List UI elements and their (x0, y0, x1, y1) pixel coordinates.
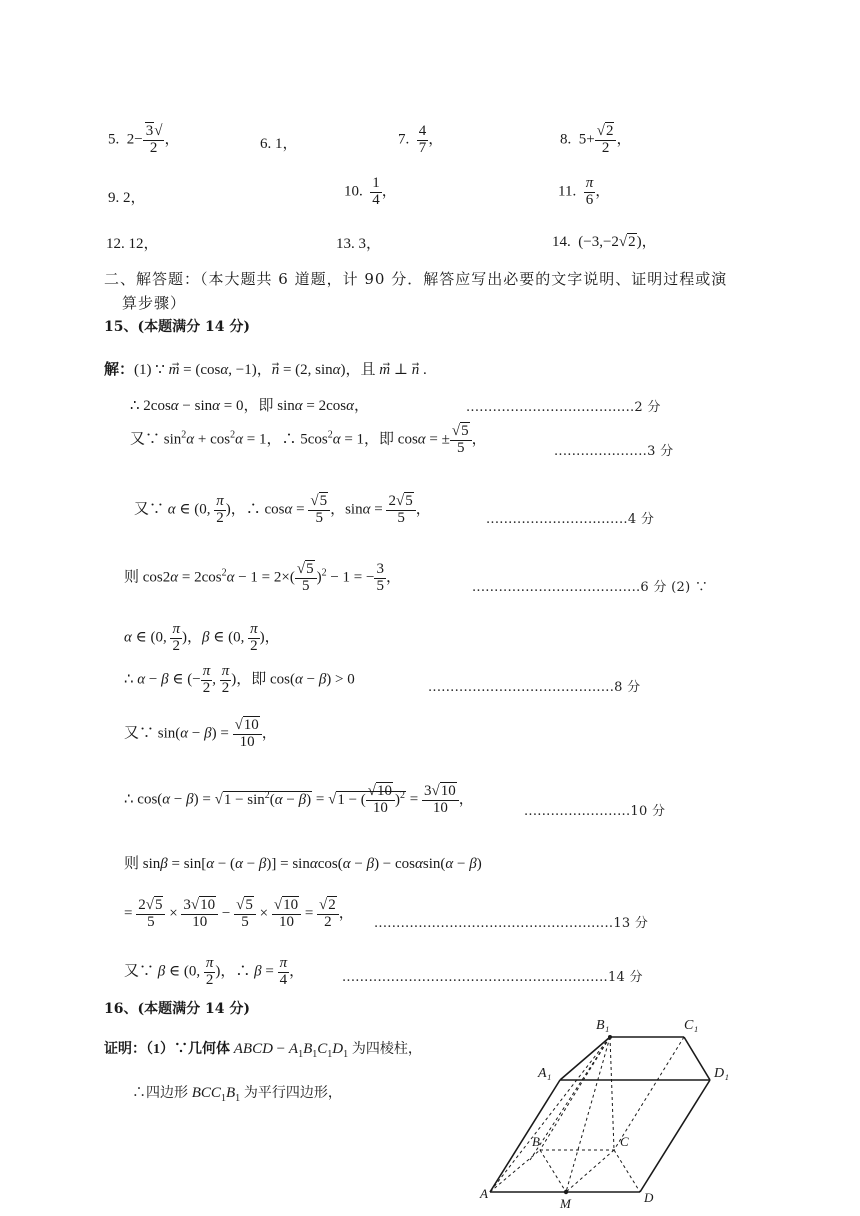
figure-label-c1: C₁ (684, 1018, 699, 1033)
answer-12: 12. 12， (106, 236, 159, 252)
q15-score-6: ......................................6 分 (2) ∵ (472, 580, 709, 595)
figure-label-b: B (532, 1134, 540, 1149)
q15-line5: 则 $\cos 2\alpha = 2\cos^2\alpha - 1 = 2\times$( $\frac{√5}{5}$ )$^2$ − 1 = − $\frac{3}{5}$ ， (124, 561, 401, 594)
figure-label-c: C (620, 1134, 629, 1149)
answer-8: 8. 5+ $\frac{√2}{2}$ ， (560, 123, 632, 156)
section-title (104, 268, 727, 289)
q16-line1-prefix: 证明：（1）∵几何体 (104, 1042, 230, 1057)
answer-14: 14. (−3,−2√2)， (552, 234, 657, 250)
answer-8-number: 8. (560, 131, 572, 148)
q15-score-8: ..........................................8 分 (428, 680, 641, 695)
q15-score-2: ......................................2 分 (466, 400, 661, 415)
q15-line10: 则 sinβ = sin[α − (α − β)] = sinαcos(α − β) − cosαsin(α − β) (124, 856, 482, 872)
answer-5: 5. 2− $\frac{3√}{2}$ ， (108, 123, 180, 156)
q15-score-10: ........................10 分 (524, 804, 666, 819)
figure-label-d1: D₁ (714, 1066, 729, 1081)
q16-header: 16、(本题满分 14 分) (104, 1001, 250, 1017)
answer-11: 11. $\frac{\pi}{6}$ ， (558, 175, 611, 208)
figure-label-b1: B₁ (596, 1018, 610, 1033)
q15-line7: ∴ α − β ∈ (− $\frac{\pi}{2}$ , $\frac{\pi}{2}$ )，即 cos(α − β) > 0 (124, 663, 355, 696)
figure-label-a1: A₁ (538, 1066, 552, 1081)
answer-5-number: 5. (108, 131, 120, 148)
q15-line8: 又∵ sin(α − β) = $\frac{√10}{10}$ ， (124, 717, 277, 750)
q16-line2-suffix: 为平行四边形， (243, 1086, 342, 1101)
q15-line11: = $\frac{2√5}{5}$ × $\frac{3√10}{10}$ − $\frac{√5}{5}$ × $\frac{√10}{10}$ = $\frac{√2}{2}$ ， (124, 897, 354, 930)
figure-label-m: M (560, 1196, 571, 1211)
section-title-text: 二、解答题：（本大题共 6 道题，计 90 分．解答应写出必要的文字说明、证明过程或演 (104, 270, 728, 288)
answer-10-number: 10. (344, 183, 363, 200)
q15-line9: ∴ $\cos(\alpha - \beta) = √1 - \sin^2(\alpha - \beta) = √1$ − ( $\frac{√10}{10}$ )$^2$ = $\frac{3√10}{10}$ ， (124, 783, 474, 816)
q16-line2: ∴四边形 $BCC_1B_1$ 为平行四边形， (132, 1085, 342, 1104)
q15-header: 15、(本题满分 14 分) (104, 319, 250, 335)
q15-score-3: .....................3 分 (554, 444, 674, 459)
section-title-cont-text: 算步骤） (122, 294, 187, 312)
q15-jie: 解： (104, 362, 135, 378)
answer-7: 7. $\frac{4}{7}$ ， (398, 123, 444, 156)
q15-score-13: ......................................................13 分 (374, 916, 649, 931)
q15-line3: 又∵ $\sin^2\alpha + \cos^2\alpha = 1$，∴ $5\cos^2\alpha = 1$，即 cosα = ± $\frac{√5}{5}$ ， (130, 423, 487, 456)
answer-6: 6. 1， (260, 136, 298, 152)
q15-line6: α ∈ (0, $\frac{\pi}{2}$ )，β ∈ (0, $\frac{\pi}{2}$ )， (124, 621, 280, 654)
answer-14-number: 14. (552, 234, 571, 250)
answer-9-number: 9. (108, 190, 120, 206)
q15-score-14: ............................................................14 分 (342, 970, 643, 985)
figure-label-a: A (480, 1186, 488, 1201)
q15-line2: ∴ 2cosα − sinα = 0，即 sinα = 2cosα， (130, 398, 369, 414)
q15-line12: 又∵ β ∈ (0, $\frac{\pi}{2}$ )，∴ β = $\frac{\pi}{4}$ ， (124, 955, 305, 988)
answer-9: 9. 2， (108, 190, 146, 206)
answer-12-number: 12. (106, 236, 125, 252)
answer-13-number: 13. (336, 236, 355, 252)
answer-10: 10. $\frac{1}{4}$ ， (344, 175, 397, 208)
q15-line1: 解：(1) ∵ m⃗ = (cosα, −1)，n⃗ = (2, sinα)，且 m⃗ ⊥ n⃗ . (104, 362, 427, 378)
answer-13: 13. 3， (336, 236, 382, 252)
q15-score-4: ................................4 分 (486, 512, 655, 527)
q16-line1-suffix: 为四棱柱， (351, 1042, 422, 1057)
figure-label-d: D (644, 1190, 654, 1205)
answer-7-number: 7. (398, 131, 410, 148)
q16-line1: 证明：（1）∵几何体 ABCD − $A_1B_1C_1D_1$ 为四棱柱， (104, 1041, 422, 1060)
q16-line2-prefix: ∴四边形 (132, 1086, 188, 1101)
answer-11-number: 11. (558, 183, 577, 200)
answer-6-number: 6. (260, 136, 272, 152)
q15-line4: 又∵ α ∈ (0, $\frac{\pi}{2}$ )，∴ cosα = $\frac{√5}{5}$ ，sinα = $\frac{2√5}{5}$ ， (134, 493, 431, 526)
section-title-cont (122, 292, 186, 313)
